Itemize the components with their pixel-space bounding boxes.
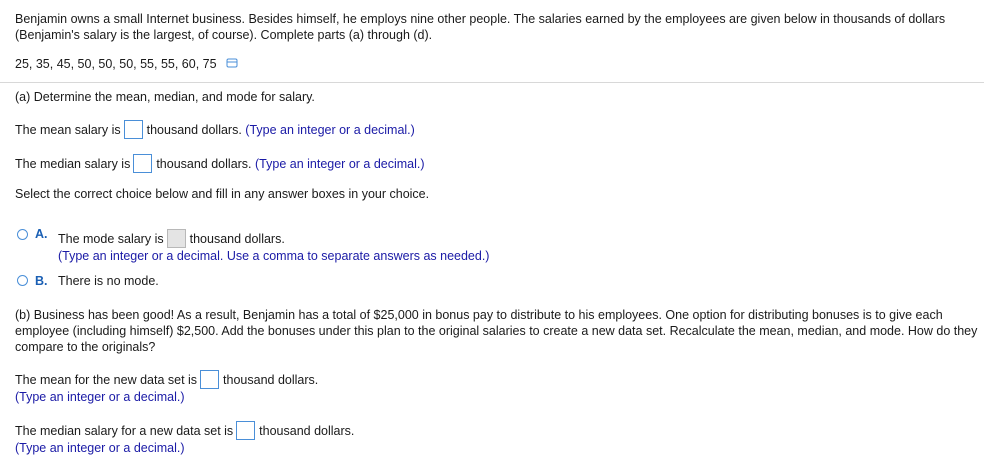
new-mean-label: The mean for the new data set is: [15, 372, 198, 387]
median-salary-input[interactable]: [133, 154, 152, 173]
copy-data-icon[interactable]: [226, 57, 238, 71]
part-a-heading: (a) Determine the mean, median, and mode for salary.: [15, 90, 315, 104]
mean-salary-label: The mean salary is: [15, 122, 121, 137]
median-salary-row: [15, 155, 425, 174]
median-salary-unit: thousand dollars.: [156, 156, 252, 171]
part-b-text: (b) Business has been good! As a result, Benjamin has a total of $25,000 in bonus pay to distribute to his employees. One option for distributing bonuses is to give each employee (including himself) $2,500. Add the bonuses under this plan to the original salaries to create a new data set. Recalculate the mean, median, and mode. How do they compare to the originals?: [15, 308, 978, 354]
option-a-row: [58, 230, 285, 249]
data-values-row: [15, 57, 238, 72]
new-median-input[interactable]: [236, 421, 255, 440]
data-values: 25, 35, 45, 50, 50, 50, 55, 55, 60, 75: [15, 57, 217, 71]
option-a-letter: A.: [35, 227, 48, 241]
new-mean-input[interactable]: [200, 370, 219, 389]
mode-salary-input[interactable]: [167, 229, 186, 248]
option-b-letter: B.: [35, 274, 48, 288]
mean-salary-unit: thousand dollars.: [146, 122, 242, 137]
mean-salary-hint: (Type an integer or a decimal.): [245, 122, 415, 137]
median-salary-hint: (Type an integer or a decimal.): [255, 156, 425, 171]
new-median-row: [15, 422, 354, 441]
mode-salary-label: The mode salary is: [58, 231, 164, 246]
mode-salary-unit: thousand dollars.: [189, 231, 285, 246]
choice-instruction: Select the correct choice below and fill in any answer boxes in your choice.: [15, 187, 430, 201]
median-salary-label: The median salary is: [15, 156, 131, 171]
mean-salary-row: [15, 121, 415, 140]
new-median-unit: thousand dollars.: [259, 423, 355, 438]
new-mean-hint: (Type an integer or a decimal.): [15, 390, 185, 404]
option-b-text: There is no mode.: [58, 274, 159, 288]
new-median-label: The median salary for a new data set is: [15, 423, 234, 438]
option-b-radio[interactable]: [17, 275, 28, 286]
new-mean-row: [15, 371, 318, 390]
problem-intro: Benjamin owns a small Internet business. Besides himself, he employs nine other people. The salaries earned by the employees are given below in thousands of dollars (Benjamin's salary is the largest, of course). Complete parts (a) through (d).: [15, 12, 946, 42]
section-divider: [0, 82, 984, 83]
new-mean-unit: thousand dollars.: [223, 372, 319, 387]
mean-salary-input[interactable]: [124, 120, 143, 139]
mode-salary-hint: (Type an integer or a decimal. Use a comma to separate answers as needed.): [58, 249, 490, 263]
option-a-radio[interactable]: [17, 229, 28, 240]
new-median-hint: (Type an integer or a decimal.): [15, 441, 185, 455]
